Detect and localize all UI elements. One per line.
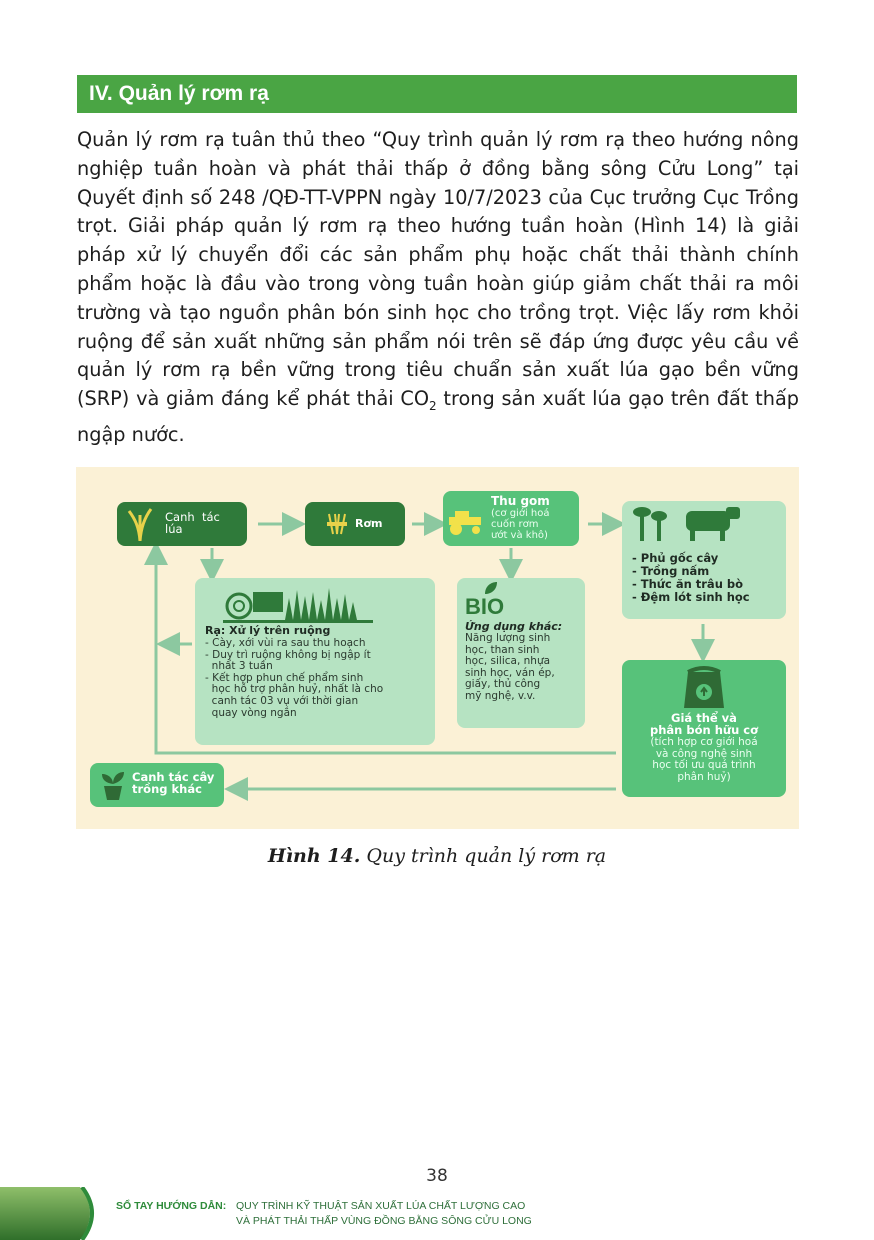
straw-label: Rơm bbox=[355, 517, 383, 530]
paragraph-text: Quản lý rơm rạ tuân thủ theo “Quy trình quản lý rơm rạ theo hướng nông nghiệp tuần hoàn và phát thải thấp ở đồng bằng sông Cửu Long” tại Quyết định số 248 /QĐ-TT-VPPN ngày 10/7/2023 của Cục trưởng Cục Trồng trọt. Giải pháp quản lý rơm rạ theo hướng tuần hoàn (Hình 14) là giải pháp xử lý chuyển đổi các sản phẩm phụ hoặc chất thải thành chính phẩm hoặc là đầu vào trong vòng tuần hoàn giúp giảm chất thải ra môi trường và tạo nguồn phân bón sinh học cho trồng trọt. Việc lấy rơm khỏi ruộng để sản xuất những sản phẩm nói trên sẽ đáp ứng được yêu cầu về quản lý rơm rạ bền vững trong tiêu chuẩn sản xuất lúa gạo bền vững (SRP) và giảm đáng kể phát thải CO bbox=[77, 128, 799, 411]
fertilizer-bag-icon bbox=[682, 664, 726, 710]
straw-uses-box bbox=[622, 501, 786, 619]
caption-label: Hình 14. bbox=[267, 845, 361, 867]
other-applications-box bbox=[457, 578, 585, 728]
use-item: - Thức ăn trâu bò bbox=[632, 577, 744, 591]
footer-title-line1: QUY TRÌNH KỸ THUẬT SẢN XUẤT LÚA CHẤT LƯỢNG CAO bbox=[236, 1200, 526, 1212]
straw-uses-list bbox=[632, 552, 750, 604]
bio-logo: BIO bbox=[465, 594, 505, 619]
organic-fertilizer-note: (tích hợp cơ giới hoá và công nghệ sinh học tối ưu quá trình phân huỷ) bbox=[650, 736, 758, 783]
use-item: - Phủ gốc cây bbox=[632, 551, 719, 565]
potted-plant-icon bbox=[100, 768, 126, 800]
co2-subscript: 2 bbox=[429, 399, 437, 414]
stubble-item: - Kết hợp phun chế phẩm sinh học hỗ trợ phân huỷ, nhất là cho canh tác 03 vụ với thời gian quay vòng ngắn bbox=[205, 671, 384, 719]
straw-management-diagram bbox=[76, 467, 799, 829]
footer-title-line2: VÀ PHÁT THẢI THẤP VÙNG ĐỒNG BẰNG SÔNG CỬU LONG bbox=[236, 1215, 532, 1227]
other-applications-title: Ứng dụng khác: bbox=[465, 620, 563, 633]
rice-field-footer-image bbox=[0, 1187, 100, 1240]
mushroom-icon bbox=[630, 503, 670, 543]
leaf-icon bbox=[483, 580, 499, 596]
stubble-list bbox=[205, 638, 383, 719]
other-crops-label: Canh tác cây trồng khác bbox=[132, 770, 215, 796]
section-heading: IV. Quản lý rơm rạ bbox=[77, 75, 797, 113]
collection-title: Thu gom bbox=[491, 494, 550, 508]
organic-fertilizer-box bbox=[622, 660, 786, 797]
straw-bundle-icon bbox=[325, 512, 349, 536]
rice-cultivation-label: Canh tác lúa bbox=[165, 510, 220, 536]
cow-icon bbox=[680, 503, 742, 543]
field-stubble-icon bbox=[223, 580, 373, 624]
figure-caption bbox=[0, 845, 874, 867]
use-item: - Trồng nấm bbox=[632, 564, 710, 578]
page-number: 38 bbox=[426, 1166, 448, 1186]
stubble-title: Rạ: Xử lý trên ruộng bbox=[205, 624, 331, 637]
collection-box bbox=[443, 491, 579, 546]
stubble-item: - Duy trì ruộng không bị ngập ít nhất 3 tuần bbox=[205, 648, 371, 673]
rice-plant-icon bbox=[125, 507, 155, 541]
other-crops-box bbox=[90, 763, 224, 807]
other-applications-text: Năng lượng sinh học, than sinh học, silica, nhựa sinh học, ván ép, giấy, thủ công mỹ nghệ, v.v. bbox=[465, 632, 555, 702]
straw-box bbox=[305, 502, 405, 546]
collection-note: (cơ giới hoá cuốn rơm ướt và khô) bbox=[491, 508, 550, 541]
tractor-icon bbox=[447, 505, 485, 535]
footer-label: SỔ TAY HƯỚNG DẪN: bbox=[116, 1200, 227, 1212]
stubble-item: - Cày, xới vùi ra sau thu hoạch bbox=[205, 637, 366, 649]
use-item: - Đệm lót sinh học bbox=[632, 590, 750, 604]
rice-cultivation-box bbox=[117, 502, 247, 546]
caption-text: Quy trình quản lý rơm rạ bbox=[360, 845, 607, 867]
organic-fertilizer-title: Giá thể và phân bón hữu cơ bbox=[650, 711, 758, 737]
paragraph-tail: trong sản xuất lúa gạo trên đất thấp ngập nước. bbox=[77, 387, 799, 446]
stubble-box bbox=[195, 578, 435, 745]
body-paragraph bbox=[77, 126, 799, 450]
